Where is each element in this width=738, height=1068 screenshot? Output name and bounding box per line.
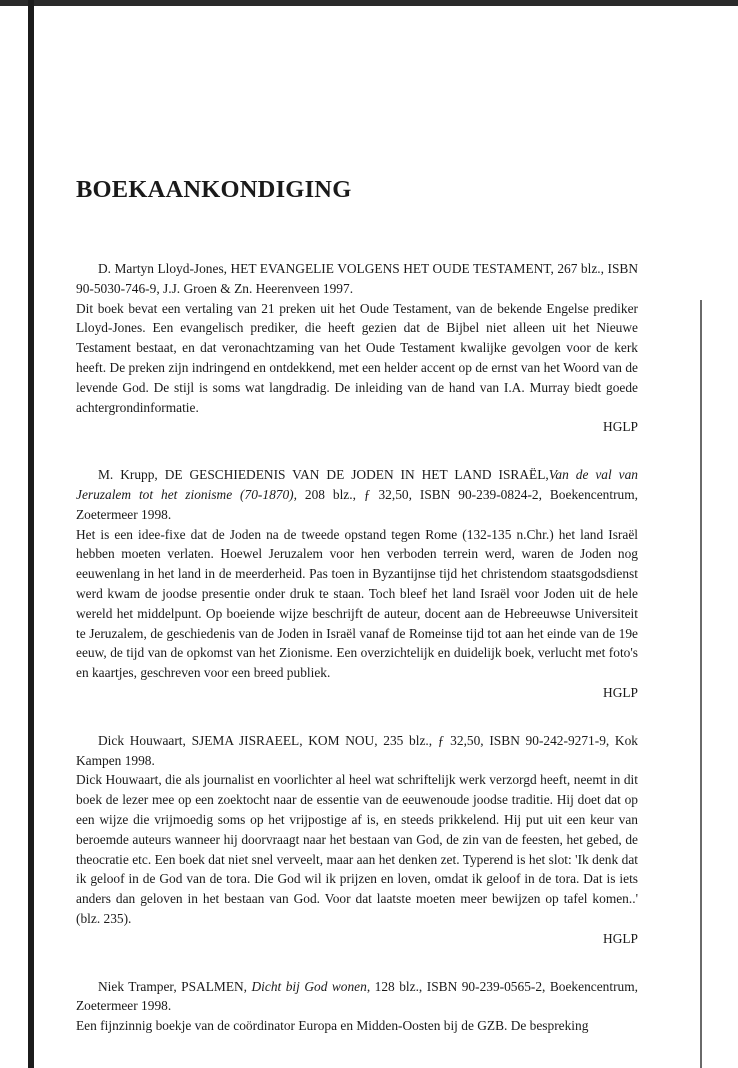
review-body: Dick Houwaart, die als journalist en voorlichter al heel wat schriftelijk werk verzorgd heeft, neemt in dit boek de lezer mee op een zoektocht naar de essentie van de eeuwenoude joodse traditie. Hij doet dat op een wijze die vrijmoedig soms op het vrijpostige af is, en steeds prikkelend. Hij put uit een keur van beroemde auteurs wanneer hij doorvraagt naar het bestaan van God, de zin van de feesten, het gebed, de theocratie etc. Een boek dat niet snel verveelt, maar aan het denken zet. Typerend is het slot: 'Ik denk dat ik geloof in de God van de tora. Die God wil ik prijzen en loven, omdat ik geloof in de tora. Dat is iets anders dan geloven in het bestaan van God. Voor dat laatste moeten meer bewijzen op tafel komen..' (blz. 235).: [76, 772, 638, 926]
review-body: Een fijnzinnig boekje van de coördinator Europa en Midden-Oosten bij de GZB. De bespreking: [76, 1018, 589, 1034]
page-title: BOEKAANKONDIGING: [76, 176, 352, 203]
review-krupp: [76, 465, 638, 703]
scan-border-top: [0, 0, 738, 6]
review-body: Het is een idee-fixe dat de Joden na de tweede opstand tegen Rome (132-135 n.Chr.) het land Israël hebben moeten verlaten. Hoewel Jeruzalem voor hen verboden terrein werd, waren de Joden nog eeuwenlang in het land in de meerderheid. Pas toen in Byzantijnse tijd het christendom staatsgodsdienst werd kwam de joodse presentie onder druk te staan. Toch bleef het land Israël voor Joden uit de hele wereld het middelpunt. Op boeiende wijze beschrijft de auteur, docent aan de Hebreeuwse Universiteit te Jeruzalem, de geschiedenis van de Joden in Israël vanaf de Romeinse tijd tot aan het einde van de 19e eeuw, de tijd van de opkomst van het Zionisme. Een overzichtelijk en duidelijk boek, verlucht met foto's en kaartjes, geschreven voor een breed publiek.: [76, 526, 638, 681]
citation-subtitle: Dicht bij God wonen: [251, 978, 367, 994]
scan-border-right: [700, 300, 702, 1068]
review-houwaart: [76, 731, 638, 949]
citation-title: Niek Tramper, PSALMEN,: [98, 978, 252, 994]
citation-details: , 128 blz., ISBN 90-239-0565-2, Boekencentrum, Zoetermeer 1998.: [76, 978, 638, 1014]
scan-border-left: [28, 0, 34, 1068]
review-lloyd-jones: [76, 259, 638, 437]
review-citation: Dick Houwaart, SJEMA JISRAEEL, KOM NOU, 235 blz., ƒ 32,50, ISBN 90-242-9271-9, Kok Kampen 1998.: [76, 732, 638, 768]
reviewer-signature: HGLP: [603, 419, 638, 435]
review-tramper: [76, 977, 638, 1036]
review-citation: [76, 465, 638, 524]
reviewer-signature: HGLP: [603, 930, 638, 946]
review-body: Dit boek bevat een vertaling van 21 preken uit het Oude Testament, van de bekende Engelse prediker Lloyd-Jones. Een evangelisch prediker, die heeft gezien dat de Bijbel niet alleen uit het Nieuwe Testament bestaat, en dat veronachtzaming van het Oude Testament kwalijke gevolgen voor de kerk heeft. De preken zijn indringend en ontdekkend, met een helder accent op de ernst van het Woord van de levende God. De stijl is soms wat langdradig. De inleiding van de hand van I.A. Murray biedt goede achtergrondinformatie.: [76, 300, 638, 415]
citation-subtitle: Van de val van Jeruzalem tot het zionisme (70-1870),: [76, 467, 638, 502]
review-citation: [76, 977, 638, 1017]
citation-title: M. Krupp, DE GESCHIEDENIS VAN DE JODEN IN HET LAND ISRAËL,: [98, 467, 549, 483]
reviewer-signature: HGLP: [603, 684, 638, 700]
citation-details: 208 blz., ƒ 32,50, ISBN 90-239-0824-2, Boekencentrum, Zoetermeer 1998.: [76, 486, 639, 522]
document-page: [76, 176, 638, 1036]
review-citation: D. Martyn Lloyd-Jones, HET EVANGELIE VOLGENS HET OUDE TESTAMENT, 267 blz., ISBN 90-5030-746-9, J.J. Groen & Zn. Heerenveen 1997.: [76, 261, 638, 296]
